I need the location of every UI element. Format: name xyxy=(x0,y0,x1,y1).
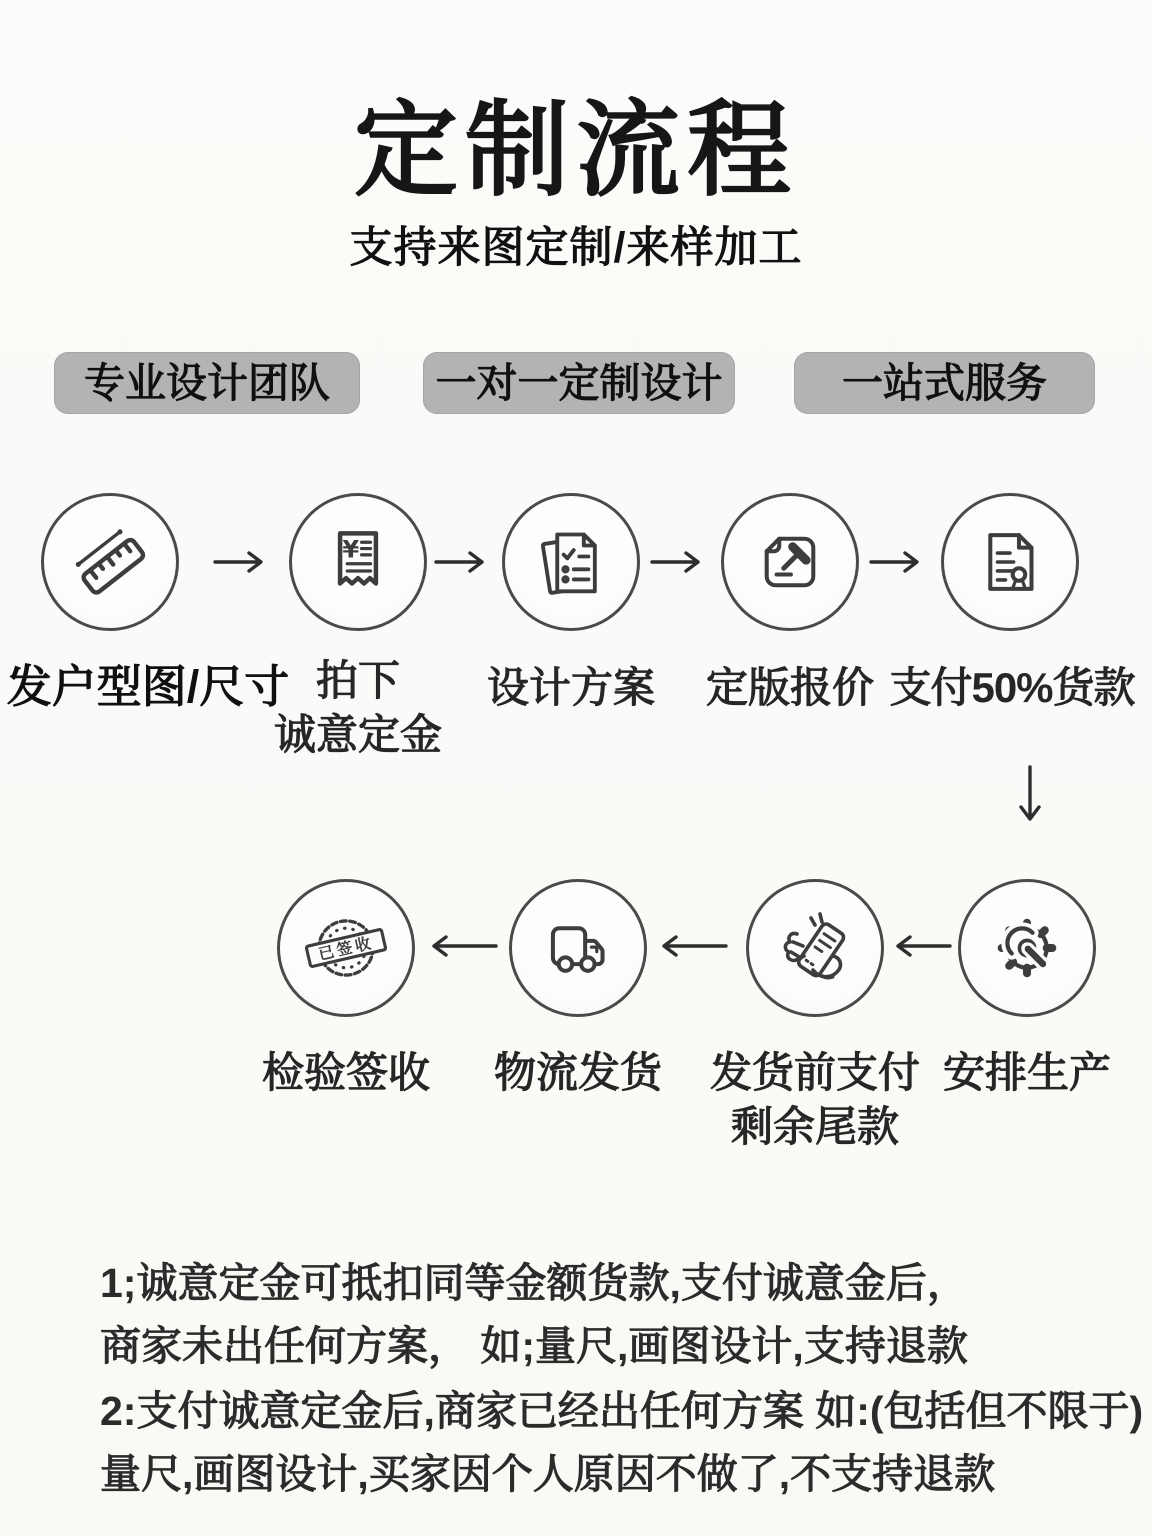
arrow-left-icon xyxy=(656,932,728,960)
svg-text:¥: ¥ xyxy=(342,535,360,564)
step-label-pay-deposit-line2: 诚意定金 xyxy=(273,711,443,758)
step-label-send-floorplan: 发户型图/尺寸 xyxy=(6,661,290,712)
note-deposit-nonrefundable xyxy=(100,1380,1144,1506)
step-label-pay-before-ship-line1: 发货前支付 xyxy=(709,1049,921,1096)
ruler-icon xyxy=(63,515,157,609)
deposit-receipt-icon xyxy=(315,519,401,605)
arrow-down-icon xyxy=(1016,765,1044,827)
step-label-pay-50-percent: 支付50%货款 xyxy=(889,664,1135,711)
step-send-floorplan xyxy=(41,493,179,631)
production-gear-wrench-icon xyxy=(982,903,1072,993)
arrow-left-icon xyxy=(426,932,498,960)
note-line: 2:支付诚意定金后,商家已经出任何方案 如:(包括但不限于) xyxy=(100,1388,1144,1434)
step-pay-50-percent xyxy=(941,493,1079,631)
design-plan-doc-icon xyxy=(527,518,615,606)
badge-one-stop: 一站式服务 xyxy=(794,352,1095,414)
note-line: 量尺,画图设计,买家因个人原因不做了,不支持退款 xyxy=(100,1451,996,1497)
step-inspect-sign xyxy=(277,879,415,1017)
payment-certificate-icon xyxy=(967,519,1053,605)
step-design-plan xyxy=(502,493,640,631)
step-label-logistics-ship: 物流发货 xyxy=(493,1049,663,1096)
step-label-arrange-production: 安排生产 xyxy=(942,1049,1112,1096)
note-line: 商家未出任何方案， 如;量尺,画图设计,支持退款 xyxy=(100,1323,968,1369)
step-arrange-production xyxy=(958,879,1096,1017)
page-title: 定制流程 xyxy=(353,93,798,209)
note-deposit-refundable xyxy=(100,1252,1120,1378)
arrow-right-icon xyxy=(213,548,269,576)
step-label-pay-deposit-line1: 拍下 xyxy=(315,657,401,704)
arrow-right-icon xyxy=(434,548,490,576)
arrow-right-icon xyxy=(869,548,925,576)
step-label-finalize-quote: 定版报价 xyxy=(705,664,875,711)
step-label-design-plan: 设计方案 xyxy=(486,664,656,711)
page-subtitle: 支持来图定制/来样加工 xyxy=(349,224,803,272)
pay-by-phone-icon xyxy=(767,900,863,996)
badge-one-on-one: 一对一定制设计 xyxy=(423,352,735,414)
step-label-inspect-sign: 检验签收 xyxy=(261,1049,431,1096)
arrow-left-icon xyxy=(890,932,952,960)
step-logistics-ship xyxy=(509,879,647,1017)
finalize-quote-gavel-icon xyxy=(747,519,833,605)
step-pay-before-ship xyxy=(746,879,884,1017)
arrow-right-icon xyxy=(650,548,706,576)
badge-design-team: 专业设计团队 xyxy=(54,352,360,414)
step-finalize-quote xyxy=(721,493,859,631)
delivery-truck-icon xyxy=(535,905,621,991)
step-label-pay-before-ship-line2: 剩余尾款 xyxy=(730,1103,900,1150)
stamp-text: 已签收 xyxy=(316,934,376,964)
note-line: 1;诚意定金可抵扣同等金额货款,支付诚意金后， xyxy=(100,1260,968,1306)
step-pay-deposit xyxy=(289,493,427,631)
signed-stamp-icon xyxy=(296,898,396,998)
